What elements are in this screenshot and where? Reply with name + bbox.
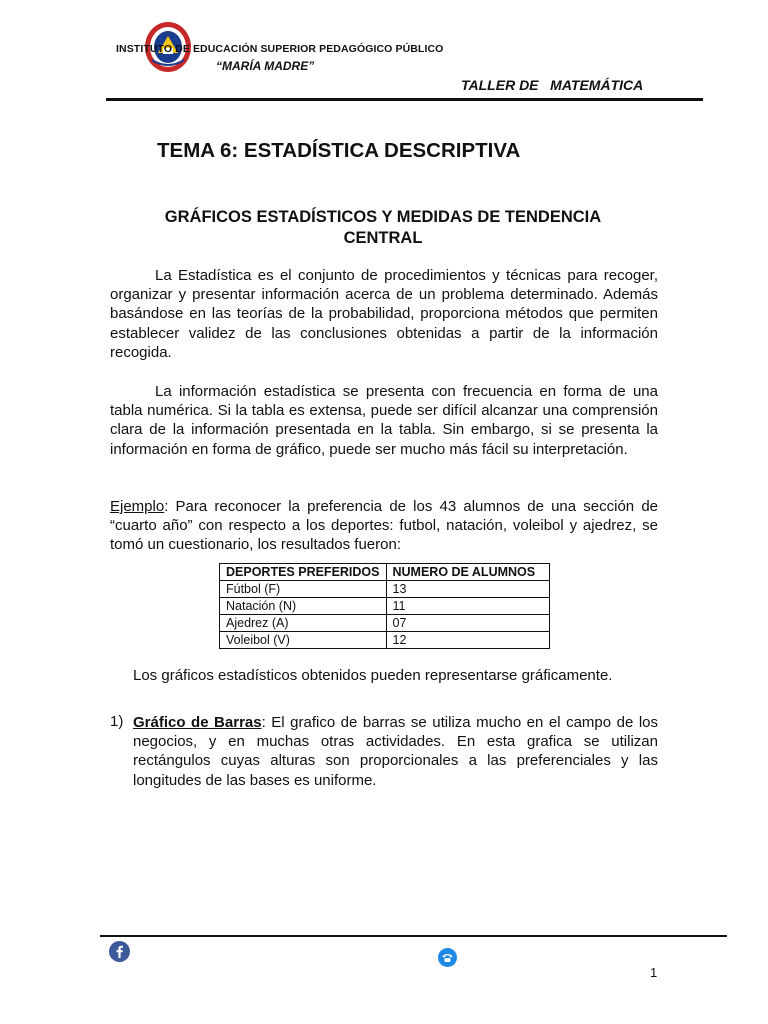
paragraph-info	[110, 382, 658, 459]
sports-table	[219, 563, 550, 649]
table-row	[220, 615, 550, 632]
example-label: Ejemplo	[110, 498, 165, 515]
table-cell-sport: Voleibol (V)	[220, 632, 387, 649]
table-header-count: NUMERO DE ALUMNOS	[386, 564, 550, 581]
graphics-intro-line: Los gráficos estadísticos obtenidos pueden representarse gráficamente.	[133, 667, 613, 684]
institution-subname: “MARÍA MADRE”	[216, 59, 315, 73]
table-cell-sport: Ajedrez (A)	[220, 615, 387, 632]
page-number: 1	[650, 965, 658, 980]
list-item-number: 1)	[110, 713, 124, 730]
section-subtitle: GRÁFICOS ESTADÍSTICOS Y MEDIDAS DE TENDENCIA CENTRAL	[164, 208, 602, 247]
course-title: TALLER DE MATEMÁTICA	[461, 77, 644, 93]
paragraph-example	[110, 497, 658, 555]
header-divider	[106, 98, 703, 101]
paragraph-info-text: La información estadística se presenta con frecuencia en forma de una tabla numérica. Si la tabla es extensa, puede ser difícil alcanzar una comprensión clara de la información presentada en la tabla. Sin embargo, si se presenta la información en forma de gráfico, puede ser mucho más fácil su interpretación.	[110, 383, 658, 458]
list-item-bar-chart	[133, 713, 658, 790]
paragraph-intro-text: La Estadística es el conjunto de procedimientos y técnicas para recoger, organizar y presentar información acerca de un problema determinado. Además basándose en las teorías de la probabilidad, proporciona métodos que permiten establecer validez de las conclusiones obtenidas a partir de la información recogida.	[110, 267, 658, 361]
table-row	[220, 598, 550, 615]
facebook-icon[interactable]	[109, 941, 130, 962]
bar-chart-term: Gráfico de Barras	[133, 714, 262, 731]
table-row	[220, 632, 550, 649]
page-title: TEMA 6: ESTADÍSTICA DESCRIPTIVA	[157, 139, 521, 162]
table-cell-sport: Natación (N)	[220, 598, 387, 615]
table-cell-count: 13	[386, 581, 550, 598]
footer-divider	[100, 935, 727, 937]
table-cell-count: 07	[386, 615, 550, 632]
table-header-row	[220, 564, 550, 581]
table-row	[220, 581, 550, 598]
table-cell-count: 11	[386, 598, 550, 615]
table-cell-count: 12	[386, 632, 550, 649]
institution-name: INSTITUTO DE EDUCACIÓN SUPERIOR PEDAGÓGICO PÚBLICO	[116, 43, 444, 55]
bar-chart-description: : El grafico de barras se utiliza mucho en el campo de los negocios, y en muchas otras actividades. En esta grafica se utilizan rectángulos cuyas alturas son proporcionales a las preferenciales y las longitudes de las bases es uniforme.	[133, 714, 658, 789]
table-cell-sport: Fútbol (F)	[220, 581, 387, 598]
example-text: : Para reconocer la preferencia de los 43 alumnos de una sección de “cuarto año” con respecto a los deportes: futbol, natación, voleibol y ajedrez, se tomó un cuestionario, los resultados fueron:	[110, 498, 658, 554]
paragraph-intro	[110, 266, 658, 362]
phone-icon[interactable]	[438, 948, 457, 967]
table-header-sport: DEPORTES PREFERIDOS	[220, 564, 387, 581]
